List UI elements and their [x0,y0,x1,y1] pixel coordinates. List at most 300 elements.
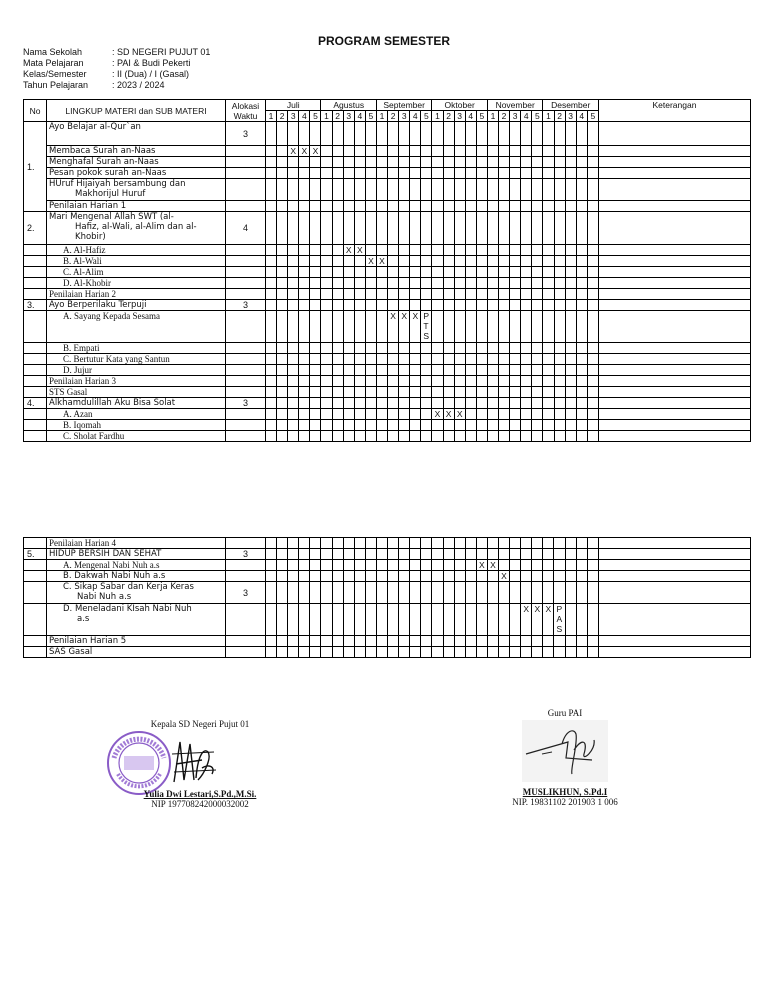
week-cell [321,398,332,409]
week-cell [421,387,432,398]
principal-role: Kepala SD Negeri Pujut 01 [150,719,250,729]
table-row [24,278,751,289]
week-cell [521,146,532,157]
week-cell [321,300,332,311]
week-cell [576,300,587,311]
week-cell [354,354,365,365]
alokasi-cell [226,431,266,442]
week-cell [410,538,421,549]
week-cell [266,267,277,278]
week-cell [587,604,598,636]
keterangan-cell [598,300,750,311]
schedule-mark: X [487,560,498,571]
week-cell [499,300,510,311]
header-month: November [487,100,543,111]
row-number [24,245,47,256]
week-cell [376,549,387,560]
week-cell [388,201,399,212]
week-cell [487,647,498,658]
week-cell [376,420,387,431]
week-cell [443,604,454,636]
week-cell [465,267,476,278]
week-cell [465,398,476,409]
week-cell [399,431,410,442]
week-cell [410,289,421,300]
table-row [24,538,751,549]
alokasi-cell [226,179,266,201]
week-cell [476,365,487,376]
week-cell [443,571,454,582]
week-cell [365,387,376,398]
week-cell [521,311,532,343]
exam-mark: P A S [554,604,565,636]
week-cell [476,604,487,636]
table-row [24,179,751,201]
week-cell [332,549,343,560]
week-cell [365,122,376,146]
materi-text: Ayo Belajar al-Qur`an [49,122,141,132]
week-cell [266,387,277,398]
week-cell [454,604,465,636]
week-cell [365,431,376,442]
week-cell [543,267,554,278]
week-cell [532,146,543,157]
week-cell [388,245,399,256]
page-title: PROGRAM SEMESTER [317,34,450,48]
header-week: 4 [465,111,476,122]
week-cell [299,365,310,376]
alokasi-cell [226,376,266,387]
week-cell [521,409,532,420]
week-cell [476,168,487,179]
materi-text: HUruf Hijaiyah bersambung dan [49,179,186,189]
week-cell [277,647,288,658]
week-cell [432,420,443,431]
header-week: 3 [399,111,410,122]
week-cell [399,201,410,212]
week-cell [288,571,299,582]
week-cell [487,267,498,278]
materi-text: D. Meneladani KIsah Nabi Nuh [63,604,192,614]
week-cell [510,122,521,146]
week-cell [388,212,399,245]
week-cell [332,146,343,157]
week-cell [487,604,498,636]
week-cell [565,311,576,343]
week-cell [465,168,476,179]
week-cell [443,300,454,311]
week-cell [277,311,288,343]
week-cell [510,571,521,582]
week-cell [521,212,532,245]
week-cell [510,278,521,289]
week-cell [476,376,487,387]
week-cell [521,387,532,398]
week-cell [476,420,487,431]
week-cell [399,245,410,256]
week-cell [576,571,587,582]
week-cell [321,409,332,420]
header-week: 3 [565,111,576,122]
week-cell [465,278,476,289]
materi-text: Alkhamdulillah Aku Bisa Solat [49,398,176,408]
week-cell [277,387,288,398]
week-cell [576,245,587,256]
week-cell [554,376,565,387]
week-cell [310,538,321,549]
week-cell [576,212,587,245]
week-cell [399,420,410,431]
header-week: 2 [554,111,565,122]
table-row [24,343,751,354]
week-cell [299,636,310,647]
week-cell [565,431,576,442]
week-cell [476,431,487,442]
week-cell [576,256,587,267]
week-cell [532,420,543,431]
materi-cell [47,278,226,289]
week-cell [376,179,387,201]
week-cell [421,582,432,604]
week-cell [299,245,310,256]
week-cell [388,387,399,398]
week-cell [476,245,487,256]
week-cell [465,571,476,582]
week-cell [454,300,465,311]
week-cell [399,409,410,420]
week-cell [310,387,321,398]
week-cell [521,431,532,442]
week-cell [476,582,487,604]
week-cell [510,354,521,365]
week-cell [376,398,387,409]
week-cell [343,256,354,267]
week-cell [288,256,299,267]
row-number [24,267,47,278]
alokasi-cell [226,168,266,179]
info-value: : 2023 / 2024 [112,80,165,90]
week-cell [354,420,365,431]
week-cell [310,122,321,146]
materi-cell [47,549,226,560]
table-row [24,409,751,420]
week-cell [499,409,510,420]
materi-cell [47,354,226,365]
week-cell [266,343,277,354]
week-cell [432,604,443,636]
week-cell [498,560,509,571]
week-cell [543,354,554,365]
week-cell [343,267,354,278]
week-cell [543,122,554,146]
week-cell [510,431,521,442]
materi-cell [47,157,226,168]
week-cell [388,267,399,278]
table-row [24,157,751,168]
week-cell [454,398,465,409]
week-cell [510,387,521,398]
week-cell [532,289,543,300]
program-semester-table-continued [23,537,751,658]
week-cell [421,604,432,636]
week-cell [343,168,354,179]
week-cell [565,354,576,365]
week-cell [365,201,376,212]
week-cell [432,278,443,289]
week-cell [532,343,543,354]
week-cell [510,157,521,168]
keterangan-cell [598,560,750,571]
week-cell [487,582,498,604]
week-cell [532,311,543,343]
keterangan-cell [598,201,750,212]
week-cell [476,311,487,343]
alokasi-cell [226,245,266,256]
week-cell [587,311,598,343]
table-row [24,582,751,604]
week-cell [587,157,598,168]
week-cell [365,420,376,431]
week-cell [454,256,465,267]
alokasi-cell [226,146,266,157]
week-cell [388,256,399,267]
week-cell [310,409,321,420]
materi-text: Ayo Berperilaku Terpuji [49,300,147,310]
week-cell [465,582,476,604]
week-cell [432,157,443,168]
keterangan-cell [598,636,750,647]
week-cell [332,571,343,582]
table-row [24,647,751,658]
table-row [24,376,751,387]
keterangan-cell [598,168,750,179]
week-cell [432,300,443,311]
week-cell [354,409,365,420]
week-cell [543,168,554,179]
week-cell [487,343,498,354]
week-cell [343,311,354,343]
week-cell [410,122,421,146]
week-cell [521,571,532,582]
exam-mark: P T S [421,311,432,343]
week-cell [421,122,432,146]
week-cell [510,398,521,409]
week-cell [476,571,487,582]
header-materi: LINGKUP MATERI dan SUB MATERI [47,100,226,122]
week-cell [476,201,487,212]
header-week: 3 [288,111,299,122]
week-cell [332,201,343,212]
week-cell [288,267,299,278]
row-number: 1. [24,122,47,212]
week-cell [343,300,354,311]
week-cell [365,376,376,387]
week-cell [421,420,432,431]
week-cell [266,409,277,420]
week-cell [354,398,365,409]
week-cell [399,365,410,376]
week-cell [499,245,510,256]
week-cell [532,431,543,442]
week-cell [332,398,343,409]
week-cell [543,549,554,560]
week-cell [454,212,465,245]
row-number [24,256,47,267]
week-cell [266,300,277,311]
week-cell [343,365,354,376]
week-cell [277,300,288,311]
week-cell [277,636,288,647]
week-cell [310,179,321,201]
week-cell [521,343,532,354]
week-cell [543,409,554,420]
school-stamp [106,730,172,796]
week-cell [521,636,532,647]
week-cell [576,398,587,409]
week-cell [410,157,421,168]
week-cell [266,398,277,409]
week-cell [521,398,532,409]
week-cell [554,582,565,604]
week-cell [454,278,465,289]
week-cell [587,168,598,179]
week-cell [421,179,432,201]
week-cell [365,278,376,289]
schedule-mark: X [498,571,509,582]
header-week: 5 [532,111,543,122]
week-cell [343,604,354,636]
week-cell [543,538,554,549]
week-cell [454,157,465,168]
info-value: : PAI & Budi Pekerti [112,58,191,68]
week-cell [487,398,498,409]
week-cell [443,122,454,146]
week-cell [499,420,510,431]
week-cell [332,582,343,604]
week-cell [376,571,387,582]
week-cell [554,409,565,420]
week-cell [410,636,421,647]
row-number [24,289,47,300]
week-cell [487,387,498,398]
week-cell [487,300,498,311]
week-cell [443,212,454,245]
row-number [24,647,47,658]
table-row [24,201,751,212]
week-cell [343,343,354,354]
alokasi-cell [226,267,266,278]
week-cell [554,157,565,168]
week-cell [510,289,521,300]
row-number [24,311,47,343]
week-cell [576,201,587,212]
week-cell [266,647,277,658]
keterangan-cell [598,604,750,636]
week-cell [443,387,454,398]
week-cell [587,409,598,420]
week-cell [521,420,532,431]
header-alokasi: Alokasi Waktu [226,100,266,122]
week-cell [510,647,521,658]
materi-cell [47,256,226,267]
week-cell [354,582,365,604]
week-cell [554,168,565,179]
schedule-mark: X [432,409,443,420]
header-week: 2 [499,111,510,122]
header-week: 2 [388,111,399,122]
week-cell [554,212,565,245]
schedule-mark: X [454,409,465,420]
table-row [24,256,751,267]
row-number [24,604,47,636]
week-cell [532,300,543,311]
week-cell [487,179,498,201]
week-cell [576,179,587,201]
week-cell [299,168,310,179]
materi-text: Penilaian Harian 3 [49,376,116,386]
week-cell [299,201,310,212]
week-cell [476,647,487,658]
week-cell [443,146,454,157]
week-cell [487,256,498,267]
week-cell [310,343,321,354]
week-cell [321,201,332,212]
week-cell [487,289,498,300]
week-cell [565,604,576,636]
week-cell [454,387,465,398]
table-row [24,560,751,571]
week-cell [476,157,487,168]
week-cell [565,420,576,431]
week-cell [432,256,443,267]
week-cell [587,245,598,256]
week-cell [510,179,521,201]
info-label: Kelas/Semester [23,69,87,79]
week-cell [266,538,277,549]
week-cell [277,278,288,289]
week-cell [321,267,332,278]
materi-text: Pesan pokok surah an-Naas [49,168,167,178]
materi-text-cont: Makhorijul Huruf [75,189,146,199]
week-cell [510,636,521,647]
week-cell [454,289,465,300]
week-cell [376,647,387,658]
week-cell [410,201,421,212]
week-cell [421,256,432,267]
week-cell [443,157,454,168]
header-week: 4 [410,111,421,122]
info-row [23,69,210,80]
week-cell [465,201,476,212]
week-cell [343,122,354,146]
week-cell [365,409,376,420]
week-cell [432,122,443,146]
week-cell [376,267,387,278]
week-cell [454,420,465,431]
week-cell [365,311,376,343]
header-week: 4 [521,111,532,122]
week-cell [576,376,587,387]
materi-text: Penilaian Harian 5 [49,636,127,646]
materi-text: B. Iqomah [63,420,101,430]
week-cell [376,365,387,376]
week-cell [410,604,421,636]
schedule-mark: X [376,256,387,267]
materi-text-cont: Hafiz, al-Wali, al-Alim dan al- [75,222,197,232]
week-cell [465,431,476,442]
week-cell [543,343,554,354]
week-cell [499,267,510,278]
